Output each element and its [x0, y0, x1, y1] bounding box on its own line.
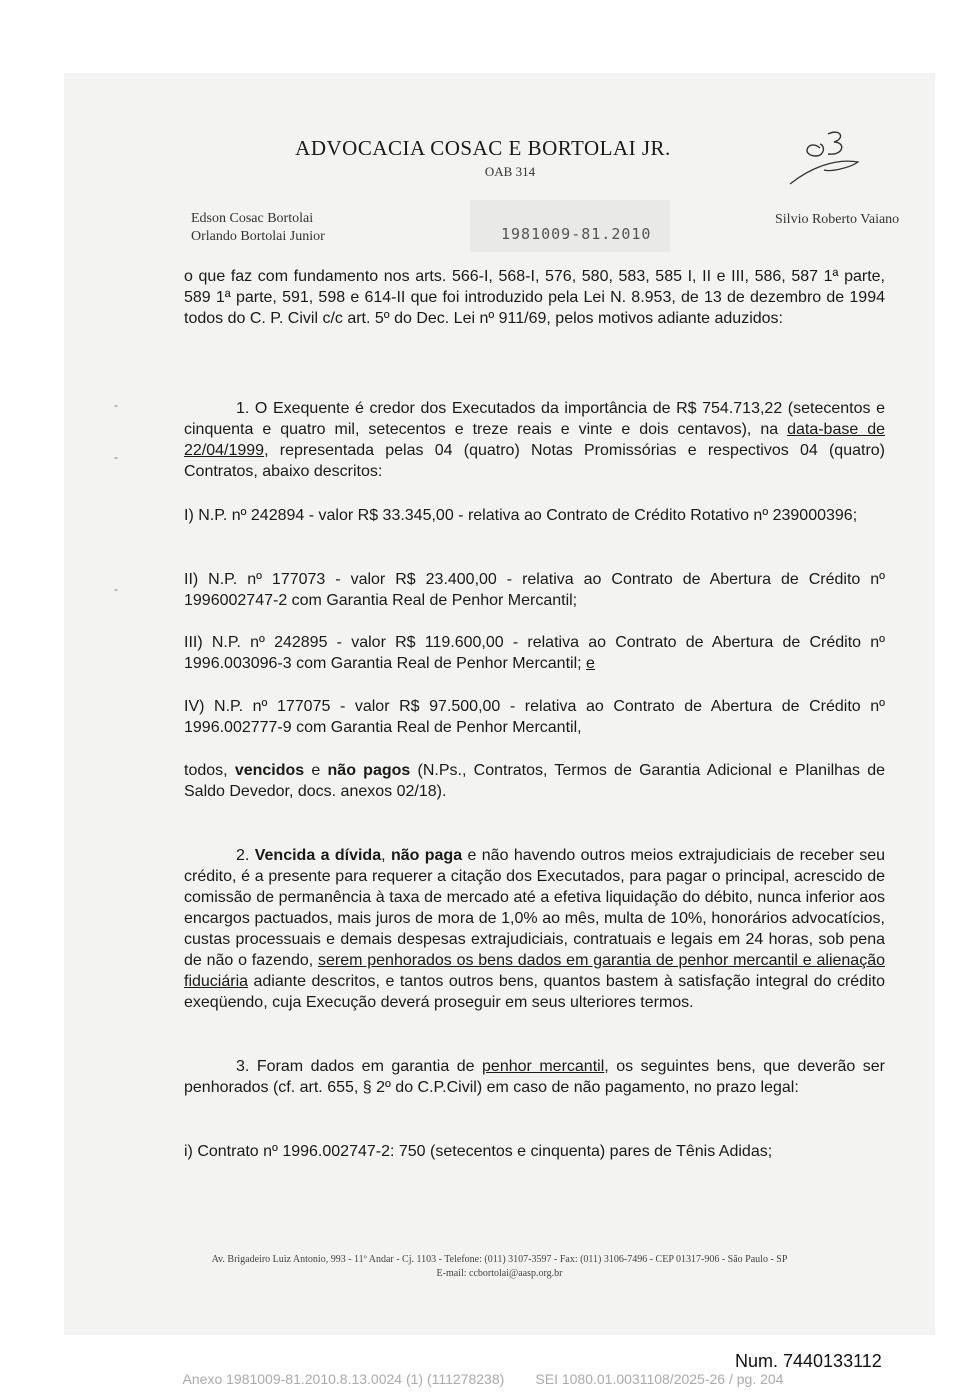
item-1: I) N.P. nº 242894 - valor R$ 33.345,00 - relativa ao Contrato de Crédito Rotativo nº 239000396; — [184, 507, 858, 524]
data-base-underlined: data-base de 22/04/1999 — [184, 421, 885, 459]
item-2: II) N.P. nº 177073 - valor R$ 23.400,00 - relativa ao Contrato de Abertura de Crédito nº 1996002747-2 com Garantia Real de Penhor Mercantil; — [184, 571, 885, 609]
document-number: Num. 7440133112 — [735, 1351, 882, 1371]
paragraph-3: 3. Foram dados em garantia de penhor mercantil, os seguintes bens, que deverão ser penhorados (cf. art. 655, § 2º do C.P.Civil) em caso de não pagamento, no prazo legal: — [184, 1058, 886, 1096]
item-4: IV) N.P. nº 177075 - valor R$ 97.500,00 - relativa ao Contrato de Abertura de Crédito nº 1996.002777-9 com Garantia Real de Penhor Mercantil, — [184, 698, 885, 736]
process-stamp: 1981009-81.2010 — [501, 225, 652, 243]
penhora-underlined: serem penhorados os bens dados em garantia de penhor mercantil e alienação fiduciária — [184, 952, 885, 990]
lawyers-left — [191, 210, 325, 246]
lawyer-right: Silvio Roberto Vaiano — [775, 212, 900, 227]
lawyer-name: Orlando Bortolai Junior — [191, 229, 325, 244]
todos-paragraph: todos, vencidos e não pagos (N.Ps., Contratos, Termos de Garantia Adicional e Planilhas de Saldo Devedor, docs. anexos 02/18). — [184, 762, 886, 800]
margin-mark: - — [114, 398, 118, 412]
lawyer-name: Edson Cosac Bortolai — [191, 211, 314, 226]
firm-title: ADVOCACIA COSAC E BORTOLAI JR. — [295, 136, 671, 160]
paragraph-2: 2. Vencida a dívida, não paga e não havendo outros meios extrajudiciais de receber seu crédito, é a presente para requerer a citação dos Executados, para pagar o principal, acrescido de comissão de permanência à taxa de mercado até a efetiva liquidação do débito, nunca inferior aos encargos pactuados, mais juros de mora de 1,0% ao mês, multa de 10%, honorários advocatícios, custas processuais e demais despesas extrajudiciais, contratuais e legais em 24 horas, sob pena de não o fazendo, serem penhorados os bens dados em garantia de penhor mercantil e alienação fiduciária adiante descritos, e tantos outros bens, quantos bastem à satisfação integral do crédito exeqüendo, cuja Execução deverá proseguir em seus ulteriores termos. — [184, 847, 886, 1011]
margin-mark: - — [114, 450, 118, 464]
margin-mark: - — [114, 582, 118, 596]
paragraph-1: 1. O Exequente é credor dos Executados da importância de R$ 754.713,22 (setecentos e cinquenta e quatro mil, setecentos e treze reais e vinte e dois centavos), na data-base de 22/04/1999, representada pelas 04 (quatro) Notas Promissórias e respectivos 04 (quatro) Contratos, abaixo descritos: — [184, 400, 885, 480]
footer-address: Av. Brigadeiro Luiz Antonio, 993 - 11º Andar - Cj. 1103 - Telefone: (011) 3107-3597 - Fax: (011) 3106-7496 - CEP 01317-906 - São Paulo - SP — [211, 1254, 788, 1265]
annex-reference: Anexo 1981009-81.2010.8.13.0024 (1) (111278238) SEI 1080.01.0031108/2025-26 / pg. 204 — [182, 1371, 784, 1387]
oab-number: OAB 314 — [484, 164, 536, 179]
item-i: i) Contrato nº 1996.002747-2: 750 (setecentos e cinquenta) pares de Tênis Adidas; — [184, 1143, 773, 1160]
item-3: III) N.P. nº 242895 - valor R$ 119.600,00 - relativa ao Contrato de Abertura de Crédito nº 1996.003096-3 com Garantia Real de Penhor Mercantil; e — [184, 634, 885, 672]
footer — [64, 1253, 935, 1281]
intro-paragraph: o que faz com fundamento nos arts. 566-I, 568-I, 576, 580, 583, 585 I, II e III, 586, 587 1ª parte, 589 1ª parte, 591, 598 e 614-II que foi introduzido pela Lei N. 8.953, de 13 de dezembro de 1994 todos do C. P. Civil c/c art. 5º do Dec. Lei nº 911/69, pelos motivos adiante aduzidos: — [184, 268, 885, 327]
handwritten-page-number — [780, 118, 890, 193]
footer-email: E-mail: ccbortolai@aasp.org.br — [436, 1268, 563, 1279]
